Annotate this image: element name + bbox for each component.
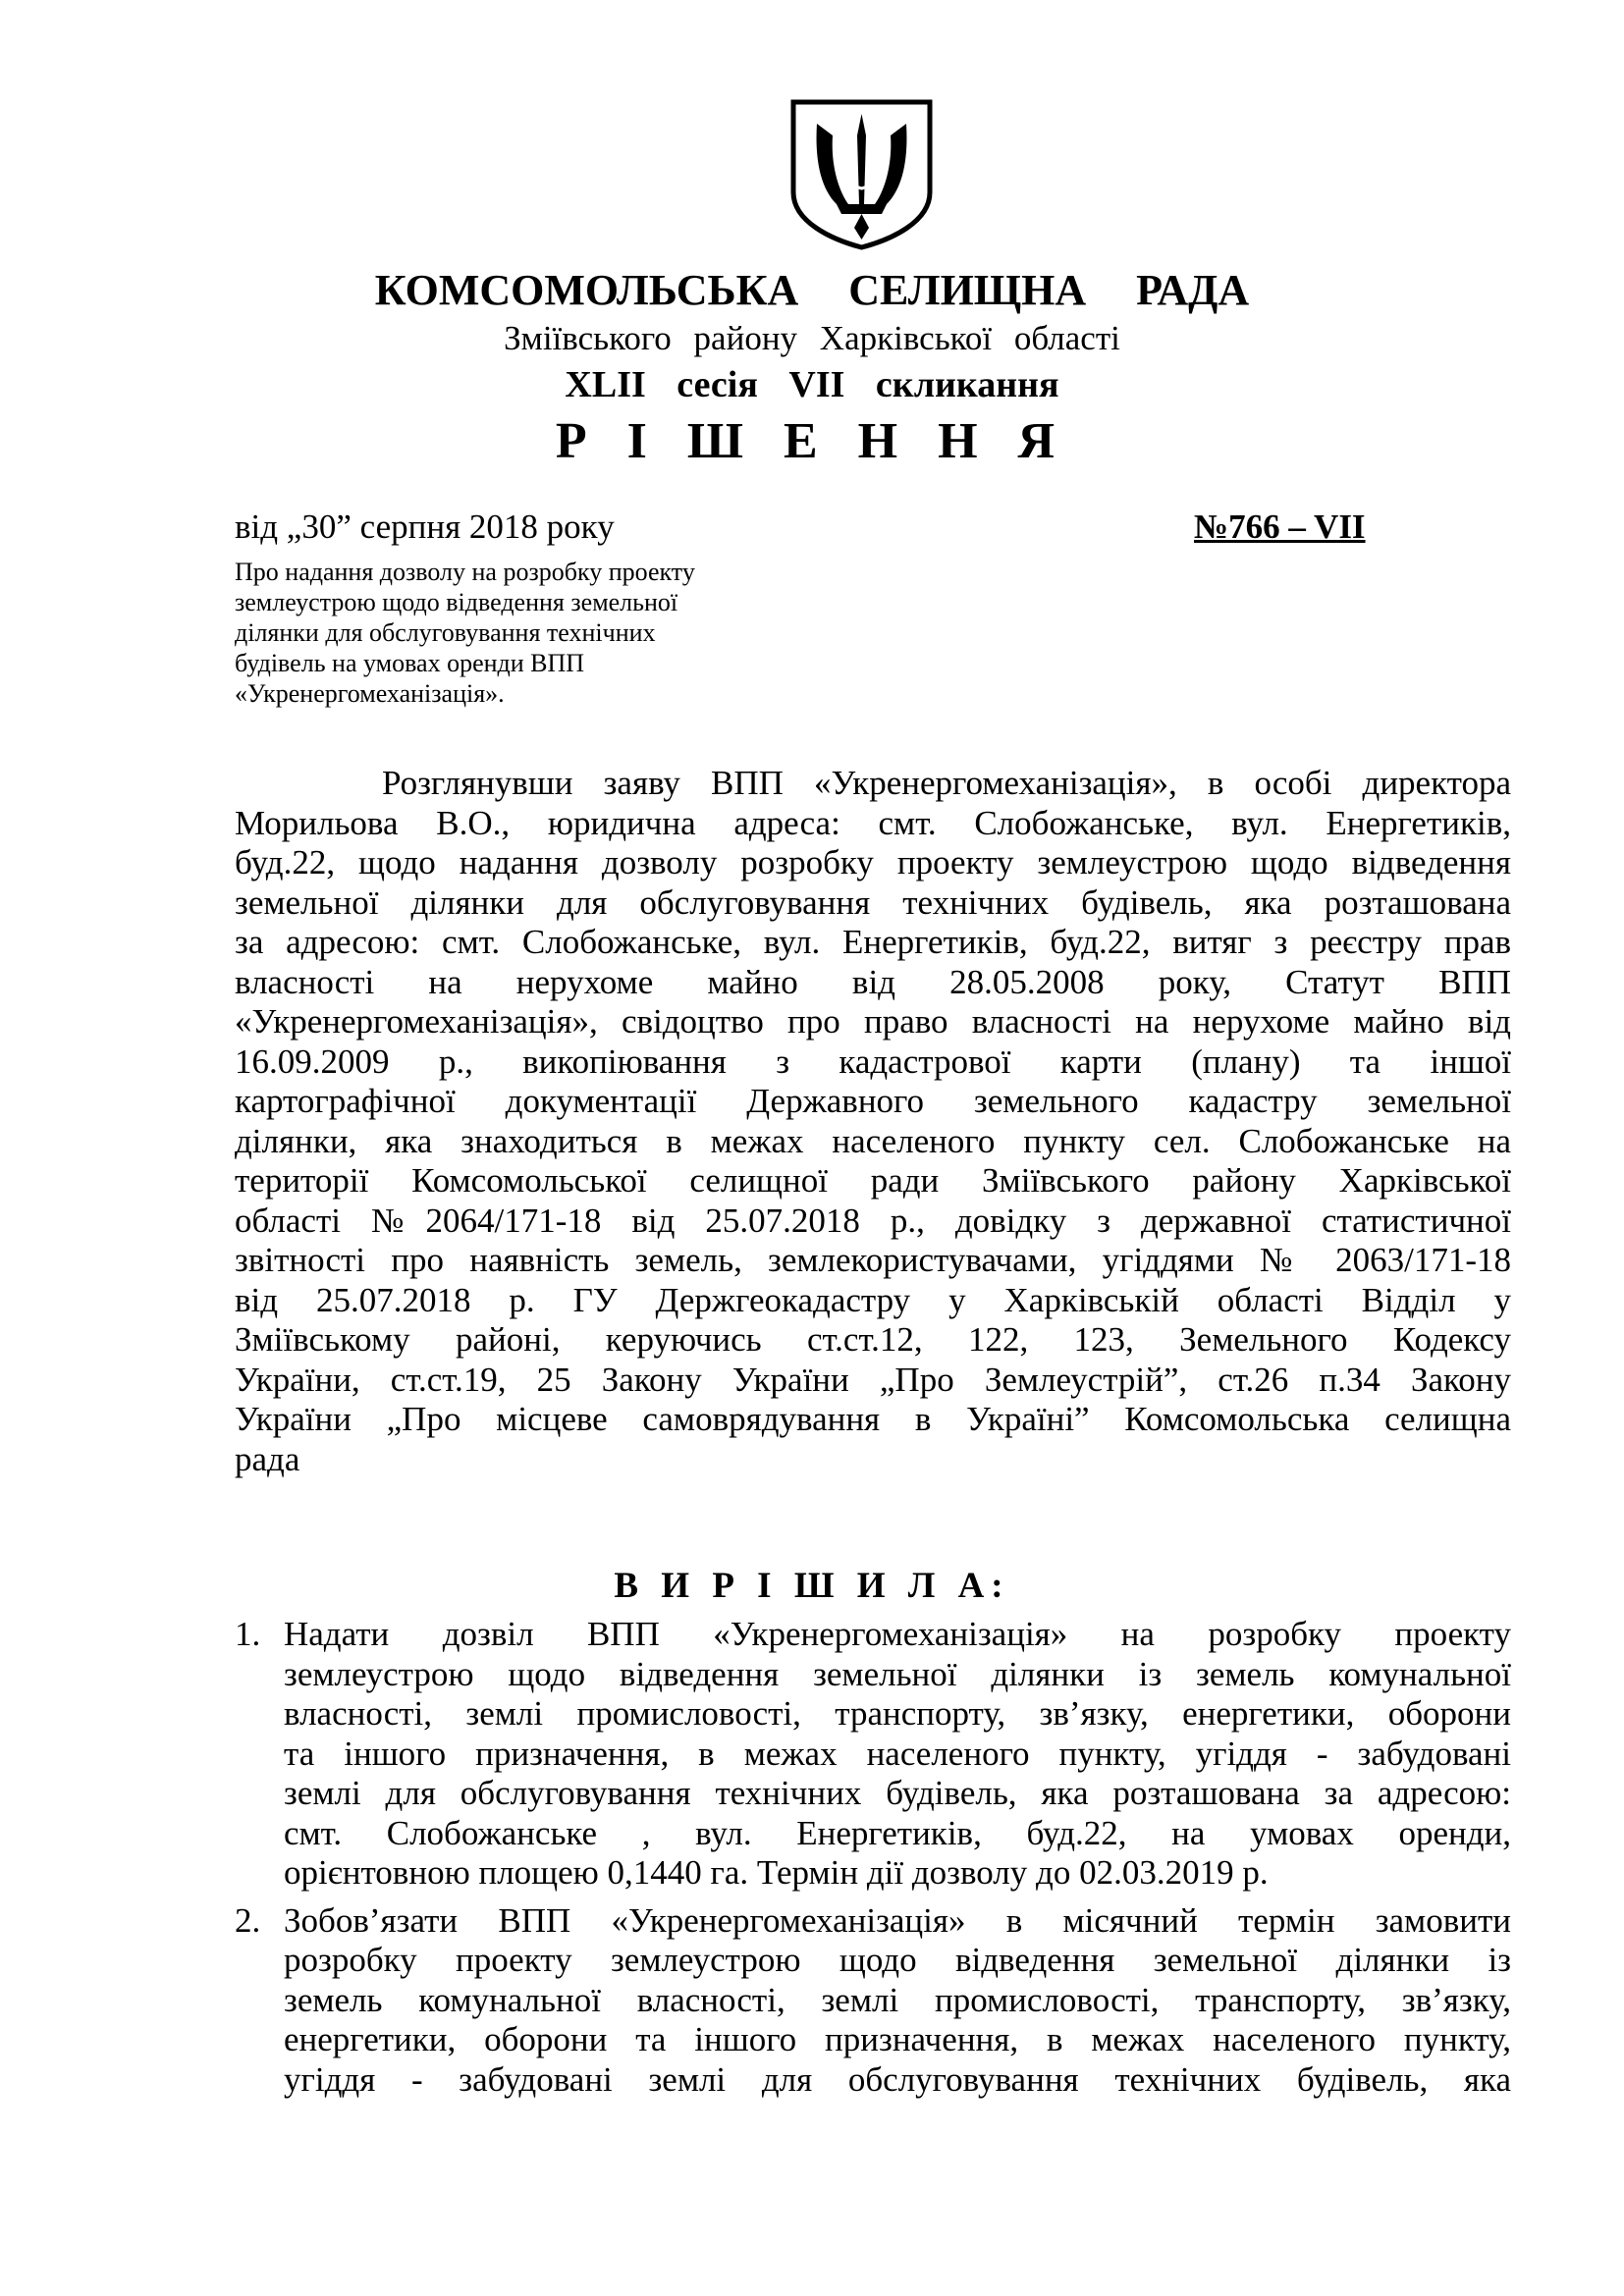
decision-date: від „30” серпня 2018 року: [235, 507, 615, 546]
document-type-title: Р І Ш Е Н Н Я: [555, 413, 1069, 469]
paragraph-line: від 25.07.2018 р. ГУ Держгеокадастру у Харківській області Відділ у: [235, 1280, 1511, 1319]
item-line: та іншого призначення, в межах населеного пункту, угіддя - забудовані: [284, 1734, 1511, 1773]
paragraph-line: картографічної документації Державного земельного кадастру земельної: [235, 1082, 1511, 1120]
paragraph-line: Розглянувши заяву ВПП «Укренергомеханізація», в особі директора: [382, 764, 1511, 802]
item-line: смт. Слобожанське , вул. Енергетиків, буд.22, на умовах оренди,: [284, 1813, 1511, 1852]
item-line: Зобов’язати ВПП «Укренергомеханізація» в місячний термін замовити: [284, 1900, 1511, 1940]
item-line: земель комунальної власності, землі промисловості, транспорту, зв’язку,: [284, 1980, 1511, 2019]
paragraph-line: земельної ділянки для обслуговування технічних будівель, яка розташована: [235, 882, 1511, 922]
item-line: землі для обслуговування технічних будівель, яка розташована за адресою:: [284, 1774, 1511, 1812]
decision-items: [235, 1615, 1511, 2108]
item-number: 1.: [235, 1615, 261, 1653]
session-info: XLII сесія VII скликання: [565, 364, 1059, 405]
subject-line: ділянки для обслуговування технічних: [235, 618, 656, 647]
preamble-paragraph: [235, 764, 1511, 1479]
item-line: власності, землі промисловості, транспорту, зв’язку, енергетики, оборони: [284, 1694, 1511, 1733]
list-item: [235, 1615, 1511, 1894]
subject-line: «Укренергомеханізація».: [235, 679, 505, 708]
paragraph-line: звітності про наявність земель, землекористувачами, угіддями № 2063/171-18: [235, 1241, 1511, 1279]
paragraph-line: Морильова В.О., юридична адреса: смт. Слобожанське, вул. Енергетиків,: [235, 803, 1511, 842]
paragraph-line: рада: [235, 1439, 300, 1478]
subject-line: будівель на умовах оренди ВПП: [235, 649, 585, 677]
item-line: енергетики, оборони та іншого призначення, в межах населеного пункту,: [284, 2020, 1511, 2058]
subject-line: Про надання дозволу на розробку проекту: [235, 558, 695, 586]
decision-subject: [235, 557, 824, 709]
decision-number: №766 – VII: [1194, 507, 1366, 546]
item-line: орієнтовною площею 0,1440 га. Термін дії дозволу до 02.03.2019 р.: [284, 1853, 1269, 1892]
council-name: КОМСОМОЛЬСЬКА СЕЛИЩНА РАДА: [374, 266, 1250, 314]
paragraph-line: власності на нерухоме майно від 28.05.2008 року, Статут ВПП: [235, 962, 1511, 1001]
council-district: Зміївського району Харківської області: [504, 319, 1120, 357]
paragraph-line: області №2064/171-18 від 25.07.2018 р., довідку з державної статистичної: [235, 1201, 1511, 1240]
item-line: розробку проекту землеустрою щодо відведення земельної ділянки із: [284, 1941, 1511, 1979]
paragraph-line: України, ст.ст.19, 25 Закону України „Про Землеустрій”, ст.26 п.34 Закону: [235, 1360, 1511, 1399]
paragraph-line: ділянки, яка знаходиться в межах населеного пункту сел. Слобожанське на: [235, 1121, 1511, 1160]
resolved-heading: В И Р І Ш И Л А:: [614, 1566, 1010, 1606]
subject-line: землеустрою щодо відведення земельної: [235, 588, 678, 616]
item-line: угіддя - забудовані землі для обслуговування технічних будівель, яка: [284, 2059, 1511, 2099]
item-line: землеустрою щодо відведення земельної ділянки із земель комунальної: [284, 1654, 1511, 1693]
list-item: [235, 1901, 1511, 2101]
paragraph-line: за адресою: смт. Слобожанське, вул. Енергетиків, буд.22, витяг з реєстру прав: [235, 923, 1511, 961]
item-number: 2.: [235, 1900, 261, 1940]
paragraph-line: Зміївському районі, керуючись ст.ст.12, 122, 123, Земельного Кодексу: [235, 1320, 1511, 1359]
paragraph-line: «Укренергомеханізація», свідоцтво про право власності на нерухоме майно від: [235, 1002, 1511, 1041]
coat-of-arms-icon: [776, 96, 947, 253]
paragraph-line: України „Про місцеве самоврядування в Україні” Комсомольська селищна: [235, 1400, 1511, 1438]
paragraph-line: території Комсомольської селищної ради Зміївського району Харківської: [235, 1161, 1511, 1200]
paragraph-line: буд.22, щодо надання дозволу розробку проекту землеустрою щодо відведення: [235, 843, 1511, 881]
item-line: Надати дозвіл ВПП «Укренергомеханізація» на розробку проекту: [284, 1615, 1511, 1653]
paragraph-line: 16.09.2009 р., викопіювання з кадастрової карти (плану) та іншої: [235, 1041, 1511, 1081]
